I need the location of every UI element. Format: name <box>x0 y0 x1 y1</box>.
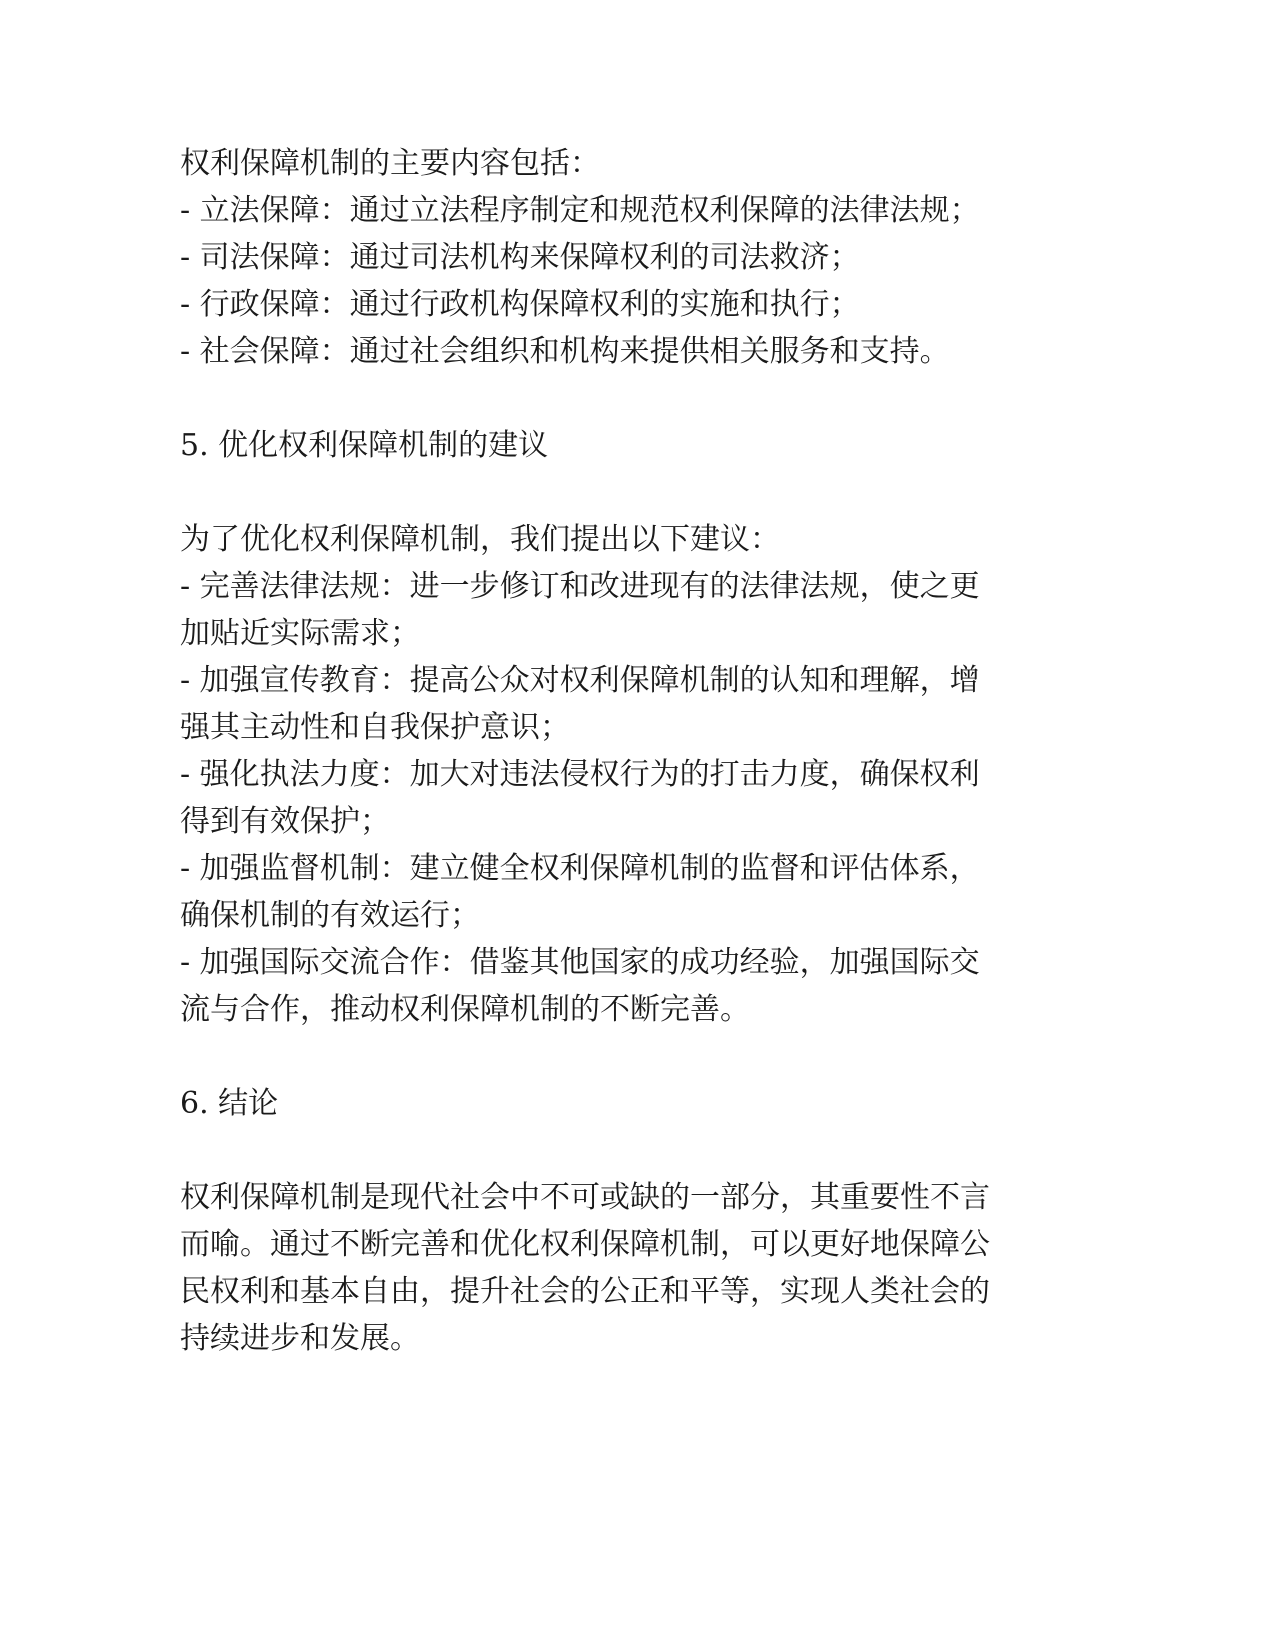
section-heading-5: 5. 优化权利保障机制的建议 <box>180 428 549 463</box>
list-item-line: - 加强国际交流合作：借鉴其他国家的成功经验，加强国际交 <box>180 945 980 980</box>
list-item-line: 流与合作，推动权利保障机制的不断完善。 <box>180 992 750 1027</box>
list-item-line: 加贴近实际需求； <box>180 616 420 651</box>
list-item-line: 确保机制的有效运行； <box>180 898 480 933</box>
list-item-social: - 社会保障：通过社会组织和机构来提供相关服务和支持。 <box>180 334 950 369</box>
list-item-judicial: - 司法保障：通过司法机构来保障权利的司法救济； <box>180 240 860 275</box>
spacer <box>180 1127 1040 1174</box>
paragraph-line: 而喻。通过不断完善和优化权利保障机制，可以更好地保障公 <box>180 1227 990 1262</box>
list-item-line: - 加强监督机制：建立健全权利保障机制的监督和评估体系， <box>180 851 980 886</box>
section-heading-6: 6. 结论 <box>180 1086 279 1121</box>
intro-line: 权利保障机制的主要内容包括： <box>180 146 600 181</box>
list-item-line: - 强化执法力度：加大对违法侵权行为的打击力度，确保权利 <box>180 757 980 792</box>
spacer <box>180 469 1040 516</box>
section-5-body <box>180 516 1040 1033</box>
spacer <box>180 1033 1040 1080</box>
document-body <box>180 140 1040 1362</box>
list-item-legislative: - 立法保障：通过立法程序制定和规范权利保障的法律法规； <box>180 193 980 228</box>
paragraph-line: 为了优化权利保障机制，我们提出以下建议： <box>180 522 780 557</box>
spacer <box>180 375 1040 422</box>
paragraph-line: 民权利和基本自由，提升社会的公正和平等，实现人类社会的 <box>180 1274 990 1309</box>
intro-block <box>180 140 1040 375</box>
paragraph-line: 持续进步和发展。 <box>180 1321 420 1356</box>
list-item-line: 强其主动性和自我保护意识； <box>180 710 570 745</box>
list-item-administrative: - 行政保障：通过行政机构保障权利的实施和执行； <box>180 287 860 322</box>
list-item-line: - 加强宣传教育：提高公众对权利保障机制的认知和理解，增 <box>180 663 980 698</box>
list-item-line: 得到有效保护； <box>180 804 390 839</box>
section-6-body <box>180 1174 1040 1362</box>
list-item-line: - 完善法律法规：进一步修订和改进现有的法律法规，使之更 <box>180 569 980 604</box>
paragraph-line: 权利保障机制是现代社会中不可或缺的一部分，其重要性不言 <box>180 1180 990 1215</box>
